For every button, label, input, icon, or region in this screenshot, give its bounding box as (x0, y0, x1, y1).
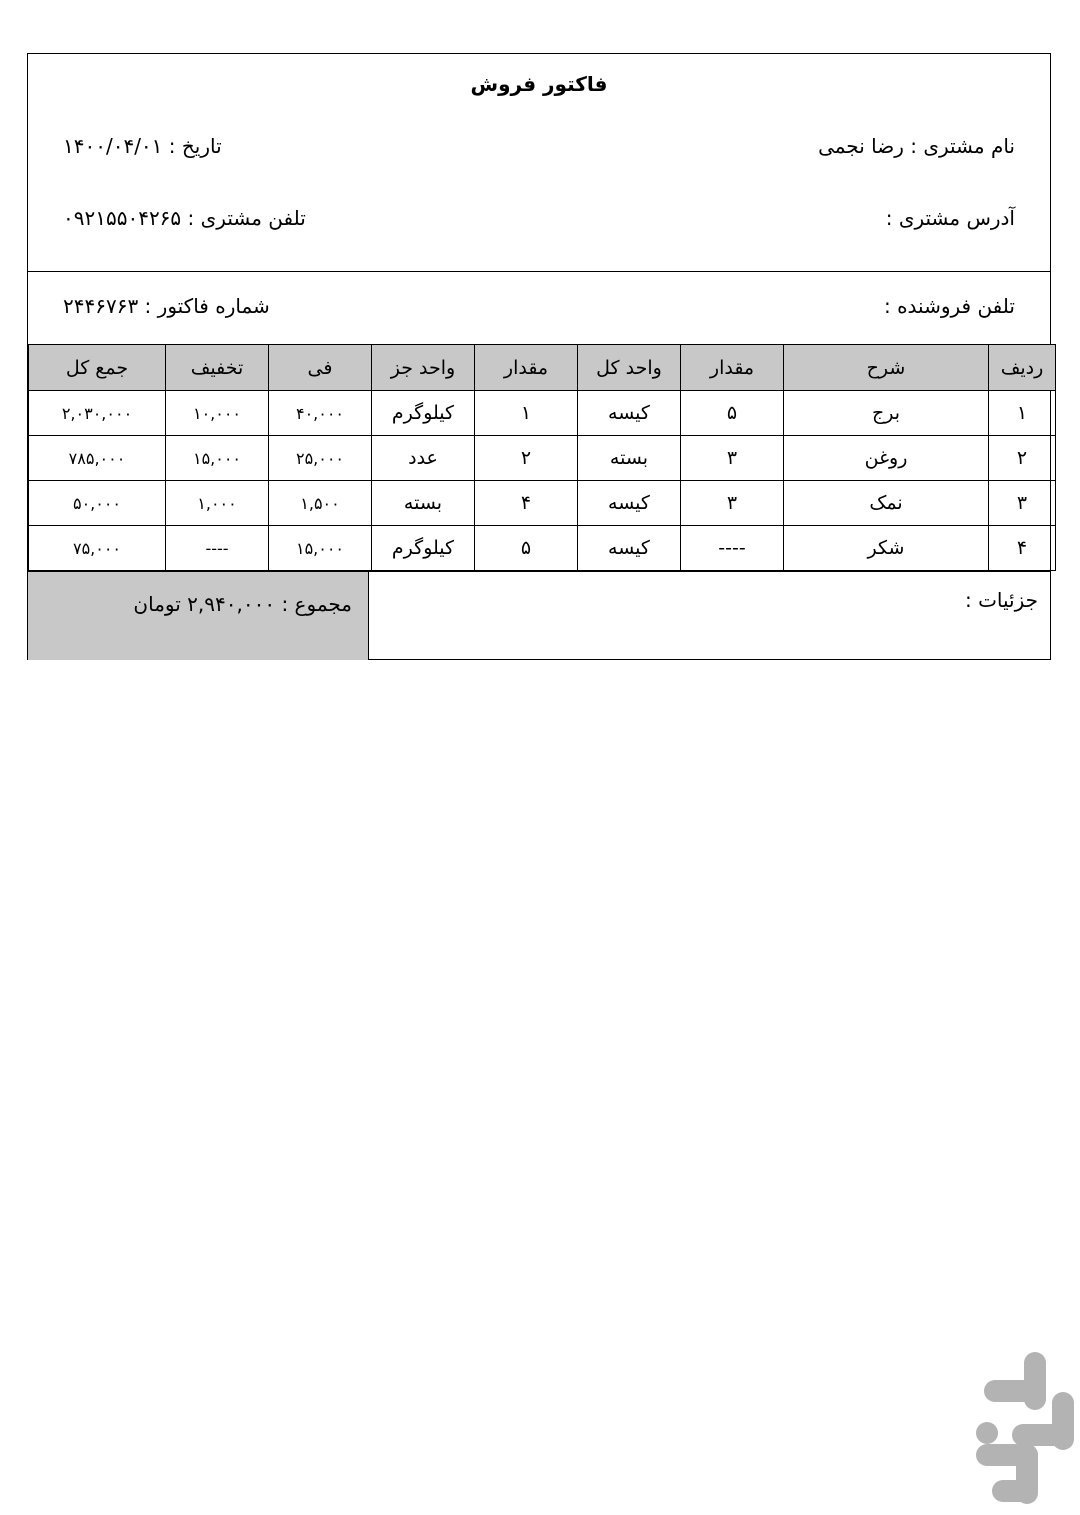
invoice-title: فاکتور فروش (470, 72, 608, 96)
cell-quantity: ---- (681, 526, 784, 571)
invoice (27, 53, 1051, 660)
cell-main-unit: کیسه (578, 481, 681, 526)
cell-description: برج (784, 391, 989, 436)
cell-description: شکر (784, 526, 989, 571)
cell-discount: ---- (166, 526, 269, 571)
cell-main-unit: کیسه (578, 526, 681, 571)
table-row (29, 391, 1056, 436)
header-total: جمع کل (29, 345, 166, 391)
cell-total: ۲,۰۳۰,۰۰۰ (29, 391, 166, 436)
cell-discount: ۱۵,۰۰۰ (166, 436, 269, 481)
header-sub-unit: واحد جز (372, 345, 475, 391)
cell-sub-unit: کیلوگرم (372, 526, 475, 571)
invoice-footer (28, 571, 1050, 660)
customer-phone: تلفن مشتری : ۰۹۲۱۵۵۰۴۲۶۵ (63, 206, 306, 230)
cell-main-unit: بسته (578, 436, 681, 481)
header-row-number: ردیف (989, 345, 1056, 391)
cell-sub-unit: بسته (372, 481, 475, 526)
customer-address: آدرس مشتری : (885, 206, 1015, 230)
cell-row-number: ۱ (989, 391, 1056, 436)
cell-discount: ۱,۰۰۰ (166, 481, 269, 526)
seller-phone: تلفن فروشنده : (883, 294, 1015, 318)
table-row (29, 526, 1056, 571)
invoice-date: تاریخ : ۱۴۰۰/۰۴/۰۱ (63, 134, 222, 158)
total-amount: مجموع : ۲,۹۴۰,۰۰۰ تومان (133, 592, 352, 616)
cell-sub-quantity: ۲ (475, 436, 578, 481)
header-unit-price: فی (269, 345, 372, 391)
cell-row-number: ۴ (989, 526, 1056, 571)
cell-quantity: ۳ (681, 436, 784, 481)
table-header-row (29, 345, 1056, 391)
cell-total: ۷۸۵,۰۰۰ (29, 436, 166, 481)
cell-main-unit: کیسه (578, 391, 681, 436)
cell-sub-quantity: ۱ (475, 391, 578, 436)
cell-sub-unit: کیلوگرم (372, 391, 475, 436)
cell-total: ۷۵,۰۰۰ (29, 526, 166, 571)
customer-name: نام مشتری : رضا نجمی (818, 134, 1015, 158)
header-discount: تخفیف (166, 345, 269, 391)
bazaar-logo-icon (972, 1352, 1076, 1507)
table-row (29, 481, 1056, 526)
header-quantity: مقدار (681, 345, 784, 391)
cell-unit-price: ۲۵,۰۰۰ (269, 436, 372, 481)
cell-quantity: ۳ (681, 481, 784, 526)
cell-description: نمک (784, 481, 989, 526)
cell-description: روغن (784, 436, 989, 481)
header-main-unit: واحد کل (578, 345, 681, 391)
cell-unit-price: ۴۰,۰۰۰ (269, 391, 372, 436)
details-label: جزئیات : (964, 588, 1038, 612)
cell-row-number: ۲ (989, 436, 1056, 481)
cell-total: ۵۰,۰۰۰ (29, 481, 166, 526)
cell-sub-quantity: ۵ (475, 526, 578, 571)
cell-quantity: ۵ (681, 391, 784, 436)
header-description: شرح (784, 345, 989, 391)
cell-sub-unit: عدد (372, 436, 475, 481)
header-sub-quantity: مقدار (475, 345, 578, 391)
table-row (29, 436, 1056, 481)
total-box (28, 572, 369, 660)
cell-discount: ۱۰,۰۰۰ (166, 391, 269, 436)
cell-unit-price: ۱,۵۰۰ (269, 481, 372, 526)
cell-sub-quantity: ۴ (475, 481, 578, 526)
cell-row-number: ۳ (989, 481, 1056, 526)
cell-unit-price: ۱۵,۰۰۰ (269, 526, 372, 571)
items-table (28, 344, 1056, 571)
invoice-number: شماره فاکتور : ۲۴۴۶۷۶۳ (63, 294, 270, 318)
divider (28, 271, 1050, 272)
